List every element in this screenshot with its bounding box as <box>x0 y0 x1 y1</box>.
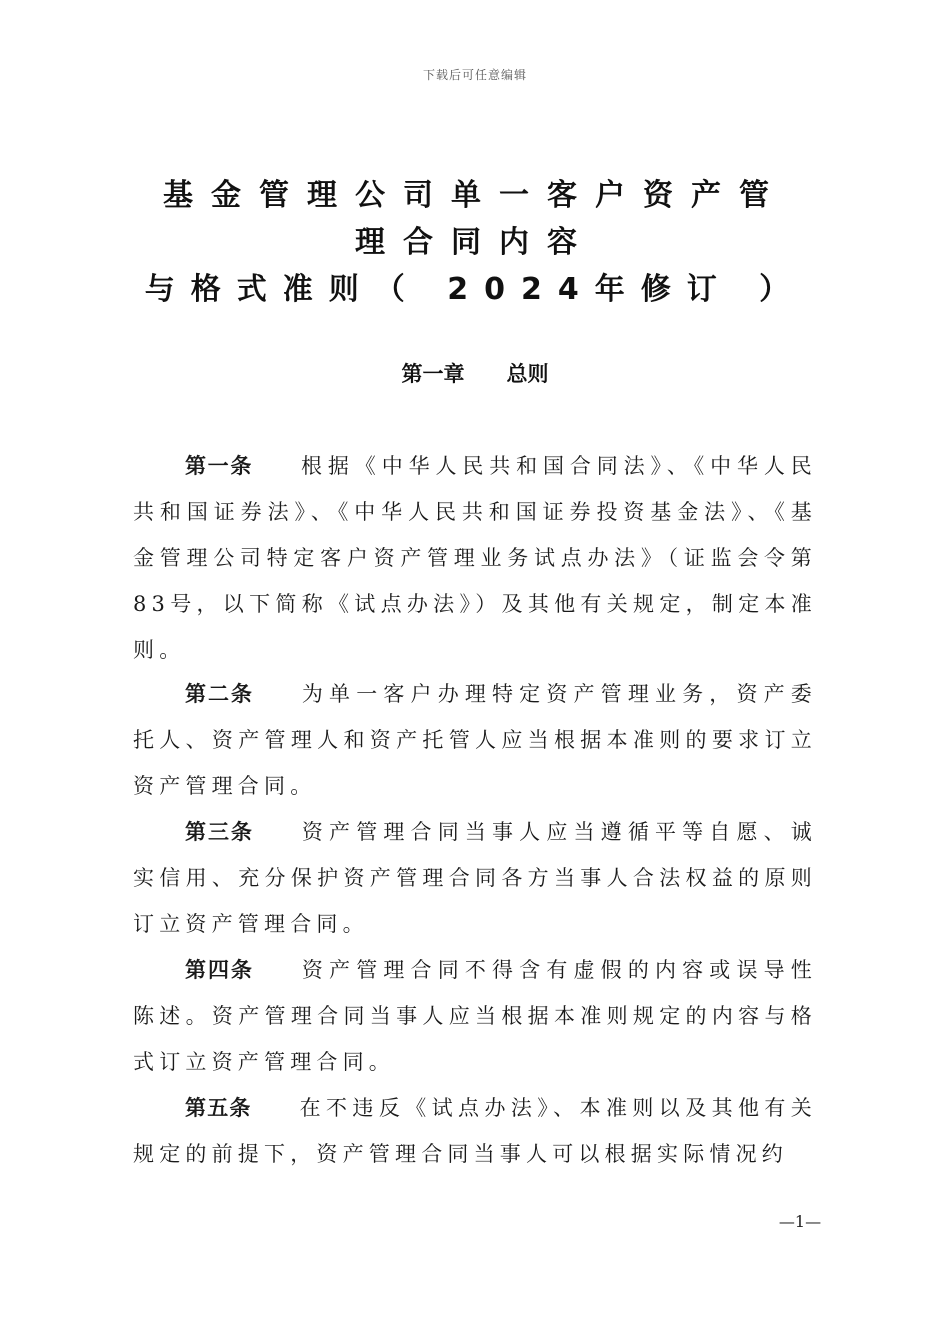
article-text: 为单一客户办理特定资产管理业务，资产委托人、资产管理人和资产托管人应当根据本准则的要求订立资产管理合同。 <box>133 682 817 798</box>
article-label: 第一条 <box>185 454 254 478</box>
header-note: 下载后可任意编辑 <box>422 68 527 82</box>
article-label: 第二条 <box>185 682 254 706</box>
article-text: 资产管理合同当事人应当遵循平等自愿、诚实信用、充分保护资产管理合同各方当事人合法权益的原则订立资产管理合同。 <box>133 820 817 936</box>
article-label: 第四条 <box>185 958 254 982</box>
page-number: —1— <box>778 1212 822 1231</box>
article-text: 根据《中华人民共和国合同法》、《中华人民共和国证券法》、《中华人民共和国证券投资基金法》、《基金管理公司特定客户资产管理业务试点办法》（证监会令第83号，以下简称《试点办法》）及其他有关规定，制定本准则。 <box>133 454 817 662</box>
article-4 <box>133 947 817 1085</box>
article-label: 第三条 <box>185 820 254 844</box>
document-title-line-1: 基金管理公司单一客户资产管 <box>163 178 787 213</box>
article-1 <box>133 443 817 673</box>
article-text: 资产管理合同不得含有虚假的内容或误导性陈述。资产管理合同当事人应当根据本准则规定的内容与格式订立资产管理合同。 <box>133 958 817 1074</box>
article-text: 在不违反《试点办法》、本准则以及其他有关规定的前提下，资产管理合同当事人可以根据实际情况约 <box>133 1096 817 1166</box>
article-2 <box>133 671 817 809</box>
chapter-heading: 第一章 总则 <box>401 362 549 386</box>
document-title-line-3: 与格式准则（ 2024年修订 ） <box>144 272 806 307</box>
article-5 <box>133 1085 817 1177</box>
article-3 <box>133 809 817 947</box>
document-title-line-2: 理合同内容 <box>355 225 595 260</box>
article-label: 第五条 <box>185 1096 252 1120</box>
